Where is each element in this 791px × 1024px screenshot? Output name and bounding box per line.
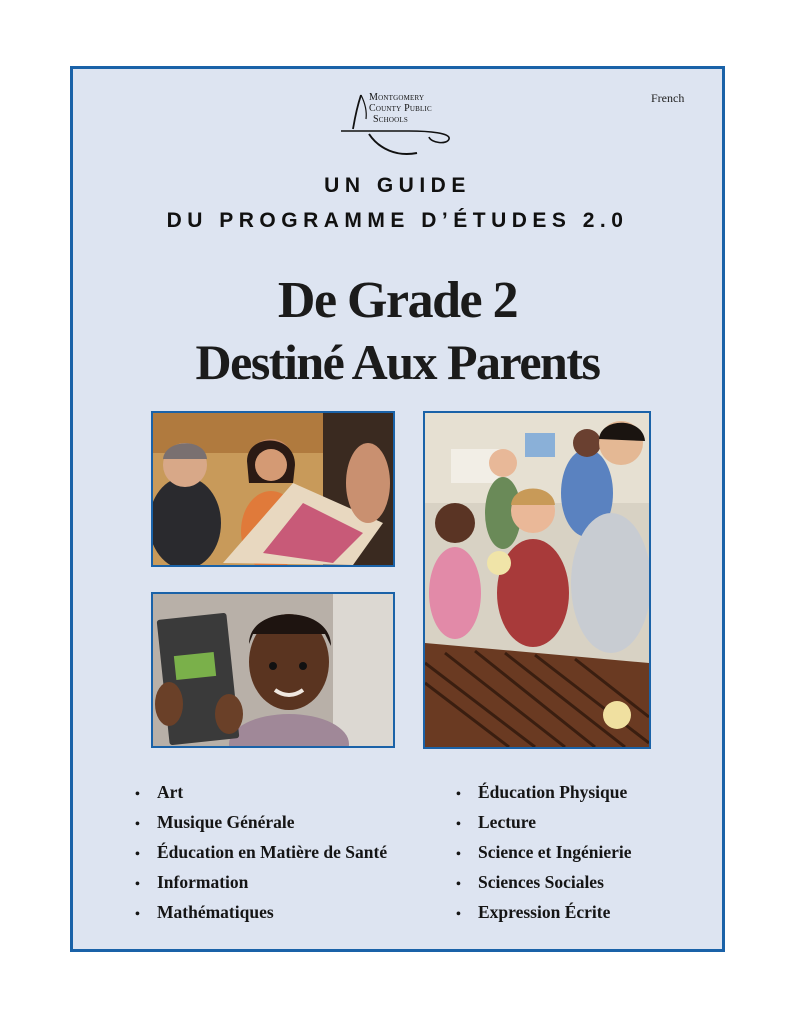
subject-item: • Expression Écrite bbox=[456, 902, 611, 922]
subject-label: Éducation Physique bbox=[478, 782, 628, 802]
subject-item: • Science et Ingénierie bbox=[456, 842, 632, 862]
logo-line-3: Schools bbox=[373, 114, 408, 125]
subject-label: Information bbox=[157, 872, 249, 892]
subject-label: Mathématiques bbox=[157, 902, 274, 922]
logo-line-1: Montgomery bbox=[369, 92, 425, 103]
photo-xylophone bbox=[423, 411, 651, 749]
cover-page bbox=[70, 66, 725, 952]
subject-item: • Art bbox=[135, 782, 184, 802]
logo-line-2: County Public bbox=[369, 103, 432, 114]
guide-heading-line-1: UN GUIDE bbox=[324, 174, 471, 197]
subject-label: Expression Écrite bbox=[478, 902, 611, 922]
subject-label: Lecture bbox=[478, 812, 536, 832]
subject-list-left bbox=[135, 777, 387, 927]
language-label: French bbox=[651, 91, 685, 105]
subject-label: Sciences Sociales bbox=[478, 872, 604, 892]
subject-label: Art bbox=[157, 782, 184, 802]
subject-item: • Mathématiques bbox=[135, 902, 274, 922]
guide-heading-line-2: DU PROGRAMME D’ÉTUDES 2.0 bbox=[166, 209, 629, 232]
subject-item: • Éducation en Matière de Santé bbox=[135, 842, 388, 862]
photo-notebook bbox=[151, 592, 395, 748]
subject-item: • Éducation Physique bbox=[456, 782, 628, 802]
subject-item: • Lecture bbox=[456, 812, 536, 832]
subject-label: Éducation en Matière de Santé bbox=[157, 842, 388, 862]
subject-item: • Information bbox=[135, 872, 249, 892]
photo-reading bbox=[151, 411, 395, 567]
subject-item: • Musique Générale bbox=[135, 812, 295, 832]
subject-list-right bbox=[456, 777, 632, 927]
subject-label: Musique Générale bbox=[157, 812, 295, 832]
page-title-line-2: Destiné Aux Parents bbox=[195, 334, 600, 390]
page-title-line-1: De Grade 2 bbox=[277, 272, 518, 329]
subject-item: • Sciences Sociales bbox=[456, 872, 604, 892]
logo-wordmark bbox=[369, 92, 432, 125]
subject-label: Science et Ingénierie bbox=[478, 842, 632, 862]
